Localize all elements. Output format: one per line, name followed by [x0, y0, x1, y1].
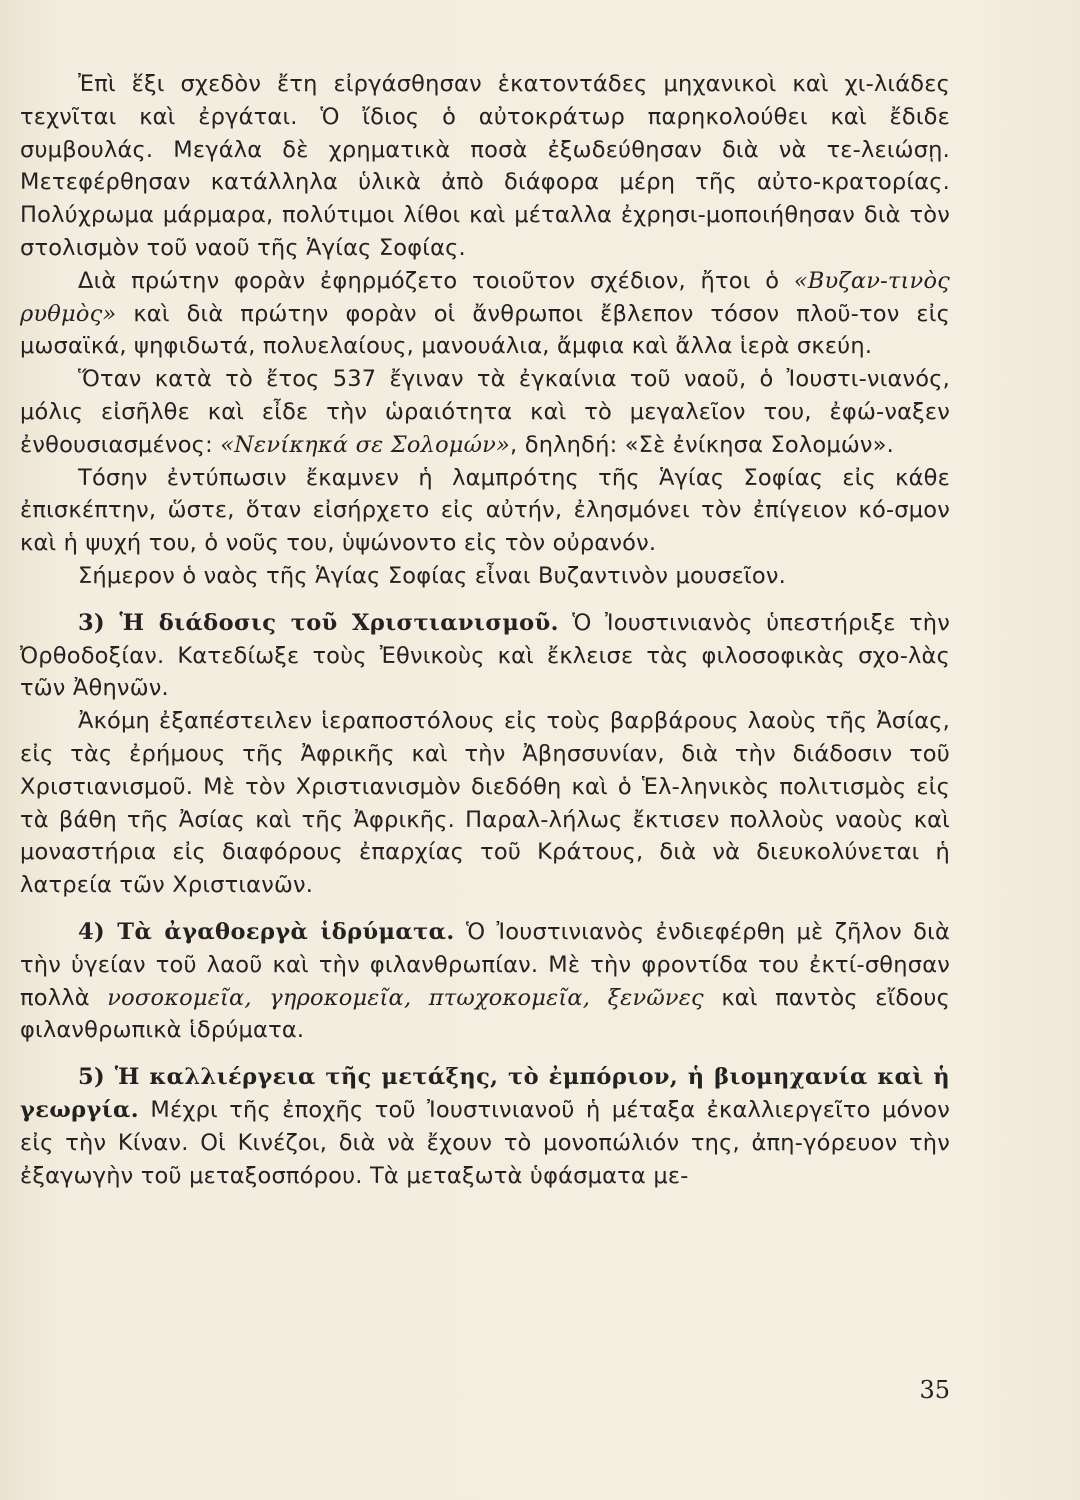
paragraph-text: Μέχρι τῆς ἐποχῆς τοῦ Ἰουστινιανοῦ ἡ μέταξα ἐκαλλιεργεῖτο μόνον εἰς τὴν Κίναν. Οἱ Κινέζοι, διὰ νὰ ἔχουν τὸ μονοπώλιόν της, ἀπη-γόρευον τὴν ἐξαγωγὴν τοῦ μεταξοσπόρου. Τὰ μεταξωτὰ ὑφάσματα με-	[20, 1096, 950, 1189]
paragraph-text: Ὁ Ἰουστινιανὸς ὑπεστήριξε τὴν Ὀρθοδοξίαν. Κατεδίωξε τοὺς Ἐθνικοὺς καὶ ἔκλεισε τὰς φιλοσοφικὰς σχο-λὰς τῶν Ἀθηνῶν.	[20, 609, 950, 702]
paragraph-christianity	[20, 607, 950, 705]
paragraph-text: , δηληδή: «Σὲ ἐνίκησα Σολομών».	[510, 431, 895, 458]
paragraph-text: Σήμερον ὁ ναὸς τῆς Ἁγίας Σοφίας εἶναι Βυζαντινὸν μουσεῖον.	[78, 562, 786, 589]
paragraph-text: Ὁ Ἰουστινιανὸς ἐνδιεφέρθη μὲ ζῆλον διὰ τὴν ὑγείαν τοῦ λαοῦ καὶ τὴν φιλανθρωπίαν. Μὲ τὴν φροντίδα του ἐκτί-σθησαν πολλὰ	[20, 918, 950, 1011]
italic-list: νοσοκομεῖα, γηροκομεῖα, πτωχοκομεῖα, ξενῶνες	[107, 984, 704, 1011]
paragraph-text: Τόσην ἐντύπωσιν ἔκαμνεν ἡ λαμπρότης τῆς Ἁγίας Σοφίας εἰς κάθε ἐπισκέπτην, ὥστε, ὅταν εἰσήρχετο εἰς αὐτήν, ἐλησμόνει τὸν ἐπίγειον κό-σμον καὶ ἡ ψυχή του, ὁ νοῦς του, ὑψώνοντο εἰς τὸν οὐρανόν.	[20, 464, 950, 557]
paragraph-text: καὶ παντὸς εἴδους φιλανθρωπικὰ ἱδρύματα.	[20, 984, 950, 1044]
paragraph-impression	[20, 462, 950, 560]
section-heading: 3) Ἡ διάδοσις τοῦ Χριστιανισμοῦ.	[78, 609, 559, 636]
section-heading: 5) Ἡ καλλιέργεια τῆς μετάξης, τὸ ἐμπόριον, ἡ βιομηχανία καὶ ἡ γεωργία.	[20, 1064, 950, 1123]
body-text	[20, 68, 950, 1192]
paragraph-construction	[20, 68, 950, 265]
paragraph-museum	[20, 560, 950, 593]
paragraph-text: Ἀκόμη ἐξαπέστειλεν ἱεραποστόλους εἰς τοὺς βαρβάρους λαοὺς τῆς Ἀσίας, εἰς τὰς ἐρήμους τῆς Ἀφρικῆς καὶ τὴν Ἀβησσυνίαν, διὰ τὴν διάδοσιν τοῦ Χριστιανισμοῦ. Μὲ τὸν Χριστιανισμὸν διεδόθη καὶ ὁ Ἑλ-ληνικὸς πολιτισμὸς εἰς τὰ βάθη τῆς Ἀσίας καὶ τῆς Ἀφρικῆς. Παραλ-λήλως ἔκτισεν πολλοὺς ναοὺς καὶ μοναστήρια εἰς διαφόρους ἐπαρχίας τοῦ Κράτους, διὰ νὰ διευκολύνεται ἡ λατρεία τῶν Χριστιανῶν.	[20, 708, 950, 899]
paragraph-silk	[20, 1061, 950, 1192]
italic-quote: «Βυζαν-τινὸς ρυθμὸς»	[20, 267, 950, 327]
paragraph-charity	[20, 916, 950, 1047]
paragraph-text: καὶ διὰ πρώτην φορὰν οἱ ἄνθρωποι ἔβλεπον τόσον πλοῦ-τον εἰς μωσαϊκά, ψηφιδωτά, πολυελαίους, μανουάλια, ἄμφια καὶ ἄλλα ἱερὰ σκεύη.	[20, 300, 950, 360]
paragraph-text: Ἐπὶ ἕξι σχεδὸν ἔτη εἰργάσθησαν ἑκατοντάδες μηχανικοὶ καὶ χι-λιάδες τεχνῖται καὶ ἐργάται. Ὁ ἴδιος ὁ αὐτοκράτωρ παρηκολούθει καὶ ἔδιδε συμβουλάς. Μεγάλα δὲ χρηματικὰ ποσὰ ἐξωδεύθησαν διὰ νὰ τε-λειώσῃ. Μετεφέρθησαν κατάλληλα ὑλικὰ ἀπὸ διάφορα μέρη τῆς αὐτο-κρατορίας. Πολύχρωμα μάρμαρα, πολύτιμοι λίθοι καὶ μέταλλα ἐχρησι-μοποιήθησαν διὰ τὸν στολισμὸν τοῦ ναοῦ τῆς Ἁγίας Σοφίας.	[20, 71, 950, 261]
paragraph-byzantine-style	[20, 265, 950, 363]
paragraph-inauguration	[20, 363, 950, 461]
page-number: 35	[919, 1376, 950, 1404]
italic-quote: «Νενίκηκά σε Σολομών»	[220, 431, 511, 458]
section-heading: 4) Τὰ ἀγαθοεργὰ ἱδρύματα.	[78, 918, 455, 945]
paragraph-text: Ὅταν κατὰ τὸ ἔτος 537 ἔγιναν τὰ ἐγκαίνια τοῦ ναοῦ, ὁ Ἰουστι-νιανός, μόλις εἰσῆλθε καὶ εἶδε τὴν ὡραιότητα καὶ τὸ μεγαλεῖον του, ἐφώ-ναξεν ἐνθουσιασμένος:	[20, 366, 950, 458]
paragraph-text: Διὰ πρώτην φορὰν ἐφηρμόζετο τοιοῦτον σχέδιον, ἤτοι ὁ	[78, 267, 794, 294]
paragraph-missionaries	[20, 705, 950, 902]
